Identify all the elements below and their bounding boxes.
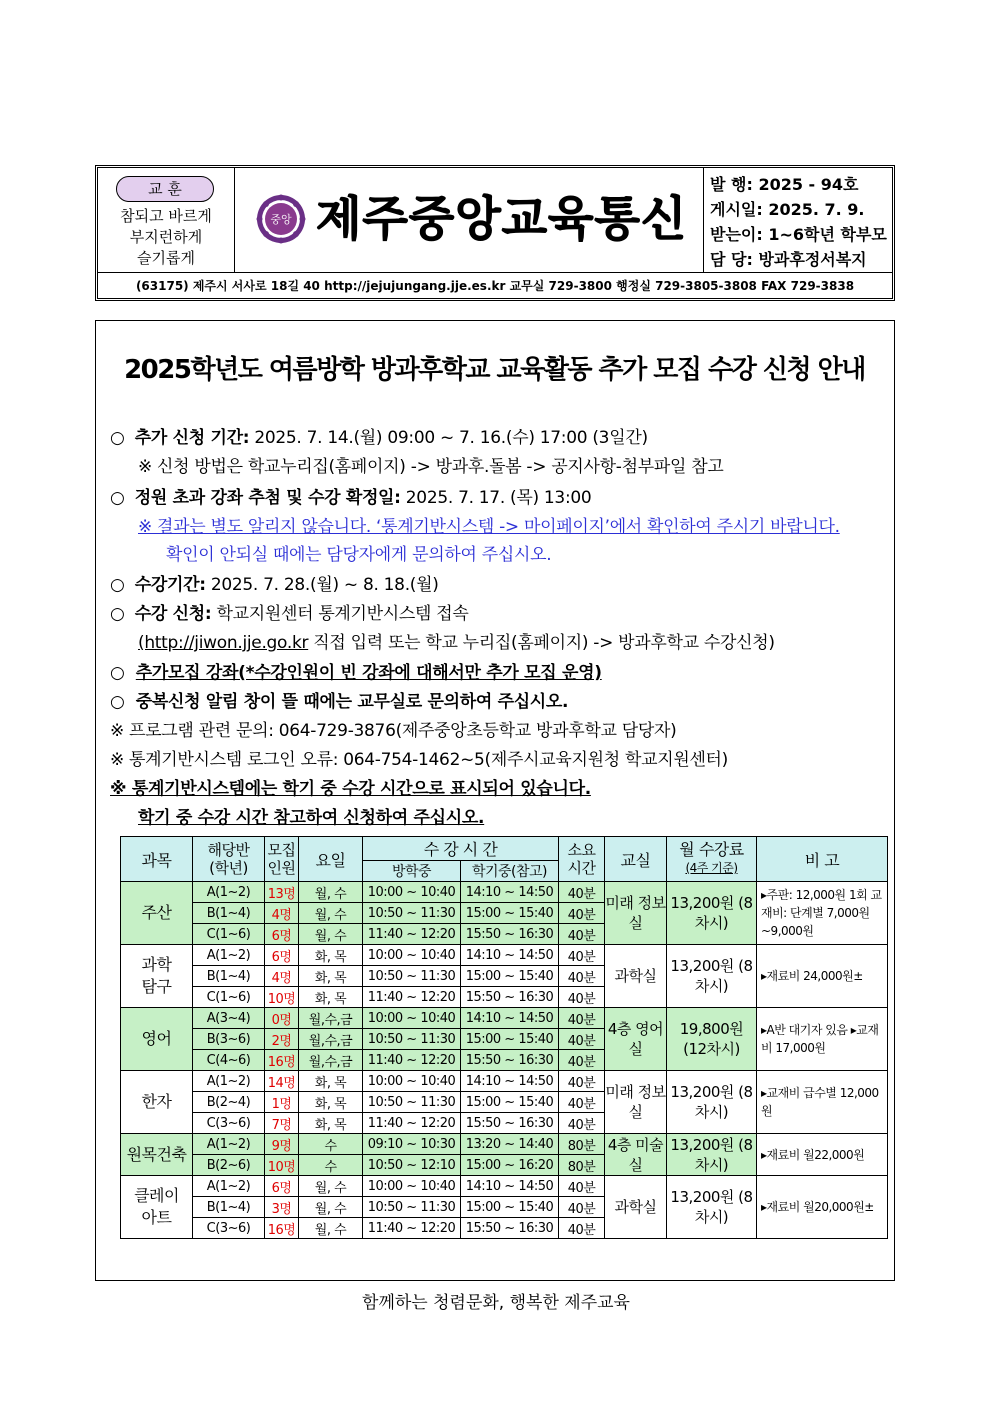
duration-cell: 40분 bbox=[559, 987, 605, 1008]
quota-cell: 6명 bbox=[265, 945, 299, 966]
duration-cell: 40분 bbox=[559, 945, 605, 966]
apply-method: ※ 신청 방법은 학교누리집(홈페이지) -> 방과후.돌봄 -> 공지사항-첨부파일 참고 bbox=[138, 457, 724, 477]
quota-cell: 2명 bbox=[265, 1029, 299, 1050]
quota-cell: 1명 bbox=[265, 1092, 299, 1113]
class-cell: C(4~6) bbox=[193, 1050, 265, 1071]
class-cell: B(1~4) bbox=[193, 903, 265, 924]
result-notice: ※ 결과는 별도 알리지 않습니다. ‘통계기반시스템 -> 마이페이지’에서 확인하여 주시기 바랍니다. bbox=[138, 517, 840, 537]
note-cell: ▸재료비 24,000원± bbox=[757, 945, 888, 1008]
col-note: 비 고 bbox=[757, 837, 888, 882]
duration-cell: 40분 bbox=[559, 1197, 605, 1218]
col-quota: 모집 인원 bbox=[265, 837, 299, 882]
quota-cell: 14명 bbox=[265, 1071, 299, 1092]
recipient: 받는이: 1~6학년 학부모 bbox=[710, 225, 887, 244]
post-date: 게시일: 2025. 7. 9. bbox=[710, 200, 865, 219]
fee-cell: 19,800원 (12차시) bbox=[667, 1008, 757, 1071]
room-cell: 미래 정보실 bbox=[605, 1071, 667, 1134]
duplicate-alert: ○ 중복신청 알림 창이 뜰 때에는 교무실로 문의하여 주십시오. bbox=[110, 692, 569, 712]
duration-cell: 40분 bbox=[559, 1050, 605, 1071]
day-cell: 화, 목 bbox=[299, 987, 363, 1008]
vacation-time-cell: 10:50 ~ 11:30 bbox=[363, 903, 461, 924]
contact-notice: 확인이 안되실 때에는 담당자에게 문의하여 주십시오. bbox=[166, 545, 552, 565]
day-cell: 월, 수 bbox=[299, 903, 363, 924]
class-cell: A(1~2) bbox=[193, 882, 265, 903]
semester-time-cell: 13:20 ~ 14:40 bbox=[461, 1134, 559, 1155]
duration-cell: 40분 bbox=[559, 1071, 605, 1092]
system-time-notice-2: 학기 중 수강 시간 참고하여 신청하여 주십시오. bbox=[138, 808, 485, 828]
day-cell: 월, 수 bbox=[299, 924, 363, 945]
fee-cell: 13,200원 (8차시) bbox=[667, 1176, 757, 1239]
class-cell: C(1~6) bbox=[193, 987, 265, 1008]
duration-cell: 40분 bbox=[559, 882, 605, 903]
semester-time-cell: 15:00 ~ 15:40 bbox=[461, 1197, 559, 1218]
duration-cell: 80분 bbox=[559, 1155, 605, 1176]
duration-cell: 40분 bbox=[559, 1092, 605, 1113]
course-apply: ○ 수강 신청: 학교지원센터 통계기반시스템 접속 bbox=[110, 604, 469, 624]
duration-cell: 40분 bbox=[559, 966, 605, 987]
semester-time-cell: 15:50 ~ 16:30 bbox=[461, 1218, 559, 1239]
vacation-time-cell: 09:10 ~ 10:30 bbox=[363, 1134, 461, 1155]
login-inquiry: ※ 통계기반시스템 로그인 오류: 064-754-1462~5(제주시교육지원청 학교지원센터) bbox=[110, 750, 729, 770]
class-cell: A(1~2) bbox=[193, 1134, 265, 1155]
duration-cell: 40분 bbox=[559, 1218, 605, 1239]
jiwon-link[interactable]: (http://jiwon.jje.go.kr bbox=[138, 633, 309, 653]
apply-url-line: (http://jiwon.jje.go.kr 직접 입력 또는 학교 누리집(홈페이지) -> 방과후학교 수강신청) bbox=[138, 633, 775, 653]
semester-time-cell: 15:00 ~ 15:40 bbox=[461, 966, 559, 987]
day-cell: 수 bbox=[299, 1155, 363, 1176]
table-row bbox=[121, 945, 888, 966]
semester-time-cell: 14:10 ~ 14:50 bbox=[461, 1008, 559, 1029]
table-row bbox=[121, 882, 888, 903]
vacation-time-cell: 11:40 ~ 12:20 bbox=[363, 1113, 461, 1134]
schedule-table bbox=[120, 836, 888, 1239]
semester-time-cell: 14:10 ~ 14:50 bbox=[461, 1071, 559, 1092]
newsletter-title: 제주중앙교육통신 bbox=[316, 192, 688, 247]
quota-cell: 10명 bbox=[265, 1155, 299, 1176]
class-cell: C(3~6) bbox=[193, 1218, 265, 1239]
quota-cell: 6명 bbox=[265, 1176, 299, 1197]
class-cell: A(3~4) bbox=[193, 1008, 265, 1029]
vacation-time-cell: 11:40 ~ 12:20 bbox=[363, 1218, 461, 1239]
vacation-time-cell: 11:40 ~ 12:20 bbox=[363, 924, 461, 945]
fee-cell: 13,200원 (8차시) bbox=[667, 945, 757, 1008]
vacation-time-cell: 10:50 ~ 12:10 bbox=[363, 1155, 461, 1176]
duration-cell: 80분 bbox=[559, 1134, 605, 1155]
school-address: (63175) 제주시 서사로 18길 40 http://jejujungang.jje.es.kr 교무실 729-3800 행정실 729-3805-3808 FAX 729-3838 bbox=[98, 272, 892, 299]
quota-cell: 16명 bbox=[265, 1218, 299, 1239]
note-cell: ▸재료비 월22,000원 bbox=[757, 1134, 888, 1176]
duration-cell: 40분 bbox=[559, 1113, 605, 1134]
col-room: 교실 bbox=[605, 837, 667, 882]
semester-time-cell: 14:10 ~ 14:50 bbox=[461, 1176, 559, 1197]
manager: 담 당: 방과후정서복지 bbox=[710, 250, 867, 269]
day-cell: 월,수,금 bbox=[299, 1029, 363, 1050]
day-cell: 월,수,금 bbox=[299, 1050, 363, 1071]
room-cell: 4층 영어실 bbox=[605, 1008, 667, 1071]
day-cell: 월, 수 bbox=[299, 1197, 363, 1218]
motto-text: 참되고 바르게 부지런하게 슬기롭게 bbox=[120, 207, 212, 267]
note-cell: ▸교재비 급수별 12,000원 bbox=[757, 1071, 888, 1134]
semester-time-cell: 15:50 ~ 16:30 bbox=[461, 1113, 559, 1134]
day-cell: 수 bbox=[299, 1134, 363, 1155]
col-duration: 소요 시간 bbox=[559, 837, 605, 882]
col-vacation: 방학중 bbox=[363, 861, 461, 882]
duration-cell: 40분 bbox=[559, 903, 605, 924]
system-time-notice: ※ 통계기반시스템에는 학기 중 수강 시간으로 표시되어 있습니다. bbox=[110, 779, 591, 799]
col-fee: 월 수강료 (4주 기준) bbox=[667, 837, 757, 882]
vacation-time-cell: 10:50 ~ 11:30 bbox=[363, 966, 461, 987]
notice-body bbox=[95, 320, 895, 1281]
semester-time-cell: 14:10 ~ 14:50 bbox=[461, 945, 559, 966]
course-period: ○ 수강기간: 2025. 7. 28.(월) ~ 8. 18.(월) bbox=[110, 575, 439, 595]
quota-cell: 9명 bbox=[265, 1134, 299, 1155]
subject-cell: 주산 bbox=[121, 882, 193, 945]
subject-cell: 클레이 아트 bbox=[121, 1176, 193, 1239]
semester-time-cell: 15:00 ~ 15:40 bbox=[461, 1092, 559, 1113]
semester-time-cell: 15:50 ~ 16:30 bbox=[461, 924, 559, 945]
room-cell: 과학실 bbox=[605, 1176, 667, 1239]
subject-cell: 원목건축 bbox=[121, 1134, 193, 1176]
day-cell: 화, 목 bbox=[299, 1092, 363, 1113]
class-cell: A(1~2) bbox=[193, 1071, 265, 1092]
col-time: 수 강 시 간 bbox=[363, 837, 559, 861]
svg-text:중앙: 중앙 bbox=[270, 213, 292, 226]
col-class: 해당반 (학년) bbox=[193, 837, 265, 882]
vacation-time-cell: 10:00 ~ 10:40 bbox=[363, 1008, 461, 1029]
table-row bbox=[121, 1134, 888, 1155]
masthead bbox=[234, 168, 704, 272]
quota-cell: 4명 bbox=[265, 903, 299, 924]
semester-time-cell: 15:00 ~ 16:20 bbox=[461, 1155, 559, 1176]
semester-time-cell: 14:10 ~ 14:50 bbox=[461, 882, 559, 903]
col-semester: 학기중(참고) bbox=[461, 861, 559, 882]
class-cell: A(1~2) bbox=[193, 1176, 265, 1197]
note-cell: ▸재료비 월20,000원± bbox=[757, 1176, 888, 1239]
day-cell: 월,수,금 bbox=[299, 1008, 363, 1029]
note-cell: ▸주판: 12,000원 1회 교재비: 단계별 7,000원~9,000원 bbox=[757, 882, 888, 945]
class-cell: B(1~4) bbox=[193, 1197, 265, 1218]
table-row bbox=[121, 1008, 888, 1029]
notice-title: 2025학년도 여름방학 방과후학교 교육활동 추가 모집 수강 신청 안내 bbox=[124, 355, 865, 385]
quota-cell: 0명 bbox=[265, 1008, 299, 1029]
semester-time-cell: 15:50 ~ 16:30 bbox=[461, 1050, 559, 1071]
confirm-date: ○ 정원 초과 강좌 추첨 및 수강 확정일: 2025. 7. 17. (목) 13:00 bbox=[110, 488, 592, 508]
day-cell: 월, 수 bbox=[299, 1218, 363, 1239]
vacation-time-cell: 10:00 ~ 10:40 bbox=[363, 882, 461, 903]
subject-cell: 한자 bbox=[121, 1071, 193, 1134]
issue-meta bbox=[703, 168, 893, 272]
semester-time-cell: 15:50 ~ 16:30 bbox=[461, 987, 559, 1008]
duration-cell: 40분 bbox=[559, 1176, 605, 1197]
day-cell: 화, 목 bbox=[299, 966, 363, 987]
footer-slogan: 함께하는 청렴문화, 행복한 제주교육 bbox=[362, 1293, 630, 1313]
duration-cell: 40분 bbox=[559, 924, 605, 945]
day-cell: 화, 목 bbox=[299, 1113, 363, 1134]
class-cell: C(1~6) bbox=[193, 924, 265, 945]
school-emblem-icon bbox=[256, 194, 306, 244]
col-subject: 과목 bbox=[121, 837, 193, 882]
quota-cell: 3명 bbox=[265, 1197, 299, 1218]
room-cell: 미래 정보실 bbox=[605, 882, 667, 945]
table-row bbox=[121, 1071, 888, 1092]
vacation-time-cell: 11:40 ~ 12:20 bbox=[363, 987, 461, 1008]
vacation-time-cell: 10:00 ~ 10:40 bbox=[363, 1071, 461, 1092]
quota-cell: 4명 bbox=[265, 966, 299, 987]
fee-cell: 13,200원 (8차시) bbox=[667, 1134, 757, 1176]
vacation-time-cell: 10:50 ~ 11:30 bbox=[363, 1197, 461, 1218]
subject-cell: 과학 탐구 bbox=[121, 945, 193, 1008]
class-cell: B(2~4) bbox=[193, 1092, 265, 1113]
fee-cell: 13,200원 (8차시) bbox=[667, 882, 757, 945]
program-inquiry: ※ 프로그램 관련 문의: 064-729-3876(제주중앙초등학교 방과후학교 담당자) bbox=[110, 721, 677, 741]
apply-period: ○ 추가 신청 기간: 2025. 7. 14.(월) 09:00 ~ 7. 16.(수) 17:00 (3일간) bbox=[110, 428, 648, 448]
quota-cell: 13명 bbox=[265, 882, 299, 903]
newsletter-header bbox=[95, 165, 895, 301]
issue-number: 발 행: 2025 - 94호 bbox=[710, 175, 859, 194]
vacation-time-cell: 10:00 ~ 10:40 bbox=[363, 1176, 461, 1197]
vacation-time-cell: 10:00 ~ 10:40 bbox=[363, 945, 461, 966]
subject-cell: 영어 bbox=[121, 1008, 193, 1071]
motto-badge: 교 훈 bbox=[116, 176, 214, 202]
quota-cell: 6명 bbox=[265, 924, 299, 945]
room-cell: 4층 미술실 bbox=[605, 1134, 667, 1176]
duration-cell: 40분 bbox=[559, 1029, 605, 1050]
day-cell: 화, 목 bbox=[299, 1071, 363, 1092]
quota-cell: 7명 bbox=[265, 1113, 299, 1134]
class-cell: B(1~4) bbox=[193, 966, 265, 987]
class-cell: B(2~6) bbox=[193, 1155, 265, 1176]
semester-time-cell: 15:00 ~ 15:40 bbox=[461, 903, 559, 924]
quota-cell: 10명 bbox=[265, 987, 299, 1008]
room-cell: 과학실 bbox=[605, 945, 667, 1008]
day-cell: 화, 목 bbox=[299, 945, 363, 966]
vacation-time-cell: 11:40 ~ 12:20 bbox=[363, 1050, 461, 1071]
note-cell: ▸A반 대기자 있음 ▸교재비 17,000원 bbox=[757, 1008, 888, 1071]
class-cell: A(1~2) bbox=[193, 945, 265, 966]
vacation-time-cell: 10:50 ~ 11:30 bbox=[363, 1092, 461, 1113]
fee-cell: 13,200원 (8차시) bbox=[667, 1071, 757, 1134]
col-day: 요일 bbox=[299, 837, 363, 882]
table-row bbox=[121, 1176, 888, 1197]
duration-cell: 40분 bbox=[559, 1008, 605, 1029]
vacation-time-cell: 10:50 ~ 11:30 bbox=[363, 1029, 461, 1050]
semester-time-cell: 15:00 ~ 15:40 bbox=[461, 1029, 559, 1050]
extra-course: ○ 추가모집 강좌(*수강인원이 빈 강좌에 대해서만 추가 모집 운영) bbox=[110, 663, 602, 683]
class-cell: B(3~6) bbox=[193, 1029, 265, 1050]
motto-box bbox=[98, 168, 235, 272]
quota-cell: 16명 bbox=[265, 1050, 299, 1071]
class-cell: C(3~6) bbox=[193, 1113, 265, 1134]
day-cell: 월, 수 bbox=[299, 882, 363, 903]
day-cell: 월, 수 bbox=[299, 1176, 363, 1197]
